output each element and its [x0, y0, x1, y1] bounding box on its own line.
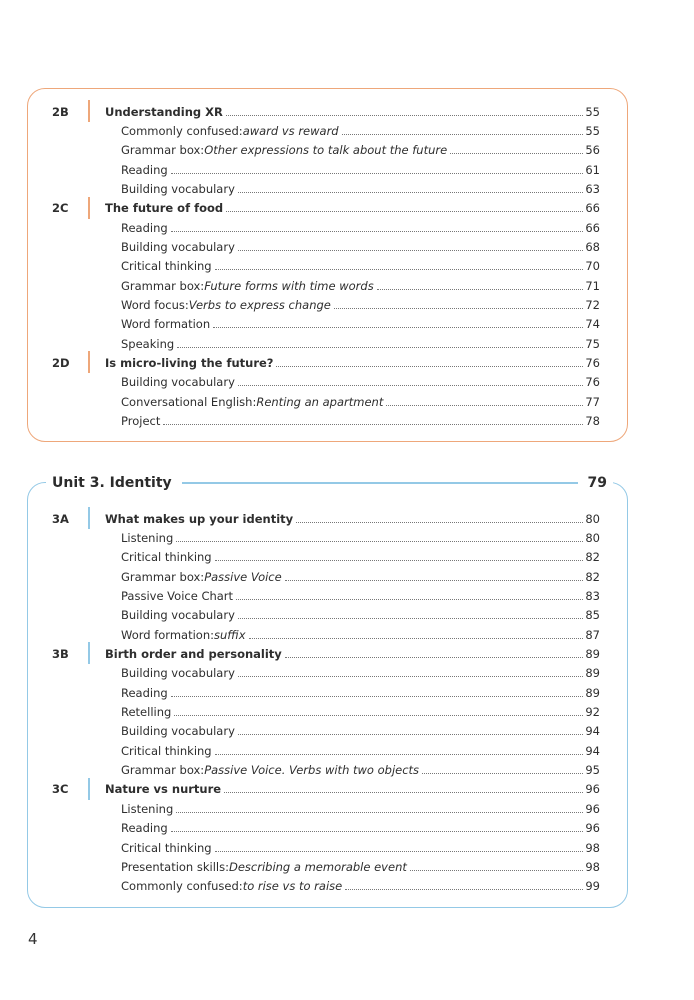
item-label-wrap — [121, 240, 584, 254]
section-divider — [88, 778, 90, 800]
toc-item-row[interactable] — [28, 315, 627, 334]
item-page: 89 — [585, 666, 600, 681]
toc-section-row[interactable] — [28, 780, 627, 799]
item-label-wrap — [121, 570, 584, 584]
toc-item-row[interactable] — [28, 838, 627, 857]
item-label[interactable]: Speaking — [121, 336, 175, 351]
unit-3-contents-box — [27, 475, 628, 908]
item-label-wrap — [121, 860, 584, 874]
leader-dots — [171, 230, 583, 232]
leader-dots — [285, 579, 583, 581]
leader-dots — [345, 888, 583, 890]
toc-item-row[interactable] — [28, 160, 627, 179]
item-page: 82 — [585, 550, 600, 565]
item-page: 77 — [585, 394, 600, 409]
item-label-wrap — [121, 163, 584, 177]
leader-dots — [377, 288, 583, 290]
item-page: 96 — [585, 821, 600, 836]
item-label-wrap — [121, 337, 584, 351]
section-divider — [88, 100, 90, 122]
section-code: 3A — [52, 511, 69, 526]
toc-item-row[interactable] — [28, 528, 627, 547]
item-label-wrap — [121, 221, 584, 235]
item-label-italic[interactable]: to rise vs to raise — [242, 879, 343, 894]
toc-item-row[interactable] — [28, 295, 627, 314]
leader-dots — [215, 850, 583, 852]
item-label[interactable]: Reading — [121, 685, 168, 700]
item-page: 75 — [585, 336, 600, 351]
unit-title[interactable]: Unit 3. Identity — [52, 475, 172, 491]
item-label[interactable]: Building vocabulary — [121, 182, 235, 197]
item-label[interactable]: Critical thinking — [121, 550, 212, 565]
item-label-wrap — [121, 763, 584, 777]
item-label[interactable]: Grammar box: — [121, 763, 205, 778]
item-page: 87 — [585, 627, 600, 642]
page-number: 4 — [28, 930, 38, 948]
toc-item-row[interactable] — [28, 741, 627, 760]
item-label-wrap — [121, 666, 584, 680]
item-page: 96 — [585, 801, 600, 816]
leader-dots — [296, 521, 583, 523]
item-label-italic[interactable]: Describing a memorable event — [228, 859, 407, 874]
section-title[interactable]: Nature vs nurture — [105, 782, 222, 797]
toc-item-row[interactable] — [28, 664, 627, 683]
toc-item-row[interactable] — [28, 683, 627, 702]
item-label[interactable]: Critical thinking — [121, 259, 212, 274]
toc-item-row[interactable] — [28, 141, 627, 160]
item-label-wrap — [121, 143, 584, 157]
toc-item-row[interactable] — [28, 237, 627, 256]
item-label-wrap — [121, 414, 584, 428]
item-label-italic[interactable]: Passive Voice — [204, 569, 282, 584]
item-label-italic[interactable]: Other expressions to talk about the future — [204, 143, 448, 158]
toc-item-row[interactable] — [28, 548, 627, 567]
item-label-wrap — [121, 531, 584, 545]
toc-item-row[interactable] — [28, 722, 627, 741]
item-label-wrap — [121, 879, 584, 893]
item-page: 74 — [585, 317, 600, 332]
section-page: 55 — [585, 104, 600, 119]
leader-dots — [285, 656, 583, 658]
item-page: 56 — [585, 143, 600, 158]
item-label[interactable]: Listening — [121, 801, 174, 816]
section-title[interactable]: Birth order and personality — [105, 647, 282, 662]
unit-page: 79 — [587, 475, 607, 491]
toc-section-row[interactable] — [28, 644, 627, 663]
section-code: 3C — [52, 782, 69, 797]
item-label[interactable]: Commonly confused: — [121, 879, 243, 894]
item-page: 63 — [585, 182, 600, 197]
leader-dots — [171, 172, 583, 174]
item-page: 95 — [585, 763, 600, 778]
leader-dots — [163, 423, 583, 425]
leader-dots — [177, 346, 583, 348]
toc-item-row[interactable] — [28, 760, 627, 779]
leader-dots — [410, 869, 583, 871]
unit-header — [46, 472, 613, 494]
item-label[interactable]: Conversational English: — [121, 394, 257, 409]
item-label[interactable]: Project — [121, 414, 161, 429]
item-label[interactable]: Retelling — [121, 705, 172, 720]
item-page: 78 — [585, 414, 600, 429]
section-divider — [88, 507, 90, 529]
item-label-wrap — [121, 802, 584, 816]
section-title-wrap — [105, 201, 584, 215]
item-label[interactable]: Word focus: — [121, 298, 189, 313]
leader-dots — [226, 114, 583, 116]
leader-dots — [238, 733, 583, 735]
item-label-italic[interactable]: Passive Voice. Verbs with two objects — [204, 763, 420, 778]
leader-dots — [213, 326, 583, 328]
item-page: 72 — [585, 298, 600, 313]
item-label-wrap — [121, 608, 584, 622]
item-label[interactable]: Reading — [121, 821, 168, 836]
item-label[interactable]: Grammar box: — [121, 143, 205, 158]
toc-item-row[interactable] — [28, 412, 627, 431]
leader-dots — [174, 714, 583, 716]
item-page: 83 — [585, 589, 600, 604]
toc-item-row[interactable] — [28, 373, 627, 392]
section-title-wrap — [105, 356, 584, 370]
item-page: 68 — [585, 240, 600, 255]
toc-section-row[interactable] — [28, 102, 627, 121]
item-label[interactable]: Presentation skills: — [121, 859, 229, 874]
leader-dots — [238, 384, 583, 386]
item-label[interactable]: Passive Voice Chart — [121, 589, 234, 604]
section-page: 89 — [585, 647, 600, 662]
toc-section-row[interactable] — [28, 509, 627, 528]
item-page: 55 — [585, 124, 600, 139]
item-label[interactable]: Word formation: — [121, 627, 214, 642]
item-label[interactable]: Commonly confused: — [121, 124, 243, 139]
item-page: 76 — [585, 375, 600, 390]
item-page: 70 — [585, 259, 600, 274]
section-code: 3B — [52, 647, 69, 662]
section-title[interactable]: Is micro-living the future? — [105, 356, 274, 371]
unit-header-rule — [182, 482, 578, 484]
section-divider — [88, 197, 90, 219]
leader-dots — [238, 675, 583, 677]
leader-dots — [171, 695, 583, 697]
section-page: 96 — [585, 782, 600, 797]
toc-item-row[interactable] — [28, 257, 627, 276]
item-label-wrap — [121, 589, 584, 603]
item-page: 82 — [585, 569, 600, 584]
leader-dots — [342, 133, 583, 135]
item-label-wrap — [121, 182, 584, 196]
leader-dots — [238, 617, 583, 619]
item-page: 66 — [585, 220, 600, 235]
item-label-italic[interactable]: Verbs to express change — [188, 298, 331, 313]
toc-item-row[interactable] — [28, 625, 627, 644]
item-label-wrap — [121, 686, 584, 700]
item-label[interactable]: Building vocabulary — [121, 240, 235, 255]
leader-dots — [276, 365, 583, 367]
item-page: 98 — [585, 859, 600, 874]
item-label-italic[interactable]: suffix — [213, 627, 246, 642]
item-label-wrap — [121, 279, 584, 293]
section-page: 80 — [585, 511, 600, 526]
leader-dots — [249, 637, 583, 639]
item-page: 71 — [585, 278, 600, 293]
item-label-wrap — [121, 395, 584, 409]
leader-dots — [386, 404, 583, 406]
section-code: 2C — [52, 201, 69, 216]
item-label[interactable]: Building vocabulary — [121, 375, 235, 390]
item-label[interactable]: Building vocabulary — [121, 724, 235, 739]
item-label-wrap — [121, 724, 584, 738]
item-label-wrap — [121, 259, 584, 273]
leader-dots — [171, 830, 583, 832]
section-title[interactable]: What makes up your identity — [105, 511, 294, 526]
item-page: 80 — [585, 531, 600, 546]
leader-dots — [238, 191, 583, 193]
leader-dots — [176, 540, 583, 542]
leader-dots — [236, 598, 583, 600]
leader-dots — [226, 210, 583, 212]
leader-dots — [215, 268, 583, 270]
item-page: 94 — [585, 743, 600, 758]
toc-item-row[interactable] — [28, 857, 627, 876]
item-label-wrap — [121, 550, 584, 564]
item-label-wrap — [121, 317, 584, 331]
item-label-wrap — [121, 628, 584, 642]
section-title-wrap — [105, 782, 584, 796]
item-page: 99 — [585, 879, 600, 894]
unit-2-contents-box — [27, 88, 628, 442]
leader-dots — [334, 307, 583, 309]
toc-item-row[interactable] — [28, 276, 627, 295]
item-label-italic[interactable]: Renting an apartment — [256, 394, 384, 409]
section-divider — [88, 642, 90, 664]
item-label-wrap — [121, 124, 584, 138]
item-label-italic[interactable]: Future forms with time words — [204, 278, 374, 293]
item-label[interactable]: Critical thinking — [121, 840, 212, 855]
item-page: 98 — [585, 840, 600, 855]
section-divider — [88, 351, 90, 373]
section-title-wrap — [105, 105, 584, 119]
leader-dots — [238, 249, 583, 251]
item-label-italic[interactable]: award vs reward — [242, 124, 339, 139]
section-page: 66 — [585, 201, 600, 216]
section-page: 76 — [585, 356, 600, 371]
section-code: 2B — [52, 104, 69, 119]
item-label[interactable]: Reading — [121, 162, 168, 177]
toc-item-row[interactable] — [28, 121, 627, 140]
item-label[interactable]: Building vocabulary — [121, 666, 235, 681]
toc-item-row[interactable] — [28, 799, 627, 818]
leader-dots — [224, 791, 583, 793]
leader-dots — [450, 152, 583, 154]
toc-item-row[interactable] — [28, 702, 627, 721]
leader-dots — [422, 772, 583, 774]
item-label[interactable]: Word formation — [121, 317, 211, 332]
item-label[interactable]: Grammar box: — [121, 278, 205, 293]
item-page: 94 — [585, 724, 600, 739]
item-label[interactable]: Grammar box: — [121, 569, 205, 584]
toc-item-row[interactable] — [28, 567, 627, 586]
section-title-wrap — [105, 512, 584, 526]
toc-section-row[interactable] — [28, 199, 627, 218]
toc-item-row[interactable] — [28, 392, 627, 411]
item-label-wrap — [121, 821, 584, 835]
section-title[interactable]: Understanding XR — [105, 104, 223, 119]
item-page: 85 — [585, 608, 600, 623]
item-page: 61 — [585, 162, 600, 177]
item-page: 89 — [585, 685, 600, 700]
toc-item-row[interactable] — [28, 877, 627, 896]
leader-dots — [215, 559, 583, 561]
toc-item-row[interactable] — [28, 819, 627, 838]
item-label-wrap — [121, 841, 584, 855]
item-label[interactable]: Critical thinking — [121, 743, 212, 758]
leader-dots — [215, 753, 583, 755]
section-code: 2D — [52, 356, 70, 371]
section-title-wrap — [105, 647, 584, 661]
toc-item-row[interactable] — [28, 606, 627, 625]
toc-item-row[interactable] — [28, 218, 627, 237]
item-label[interactable]: Reading — [121, 220, 168, 235]
toc-section-row[interactable] — [28, 353, 627, 372]
item-label[interactable]: Listening — [121, 531, 174, 546]
toc-item-row[interactable] — [28, 334, 627, 353]
section-title[interactable]: The future of food — [105, 201, 224, 216]
leader-dots — [176, 811, 583, 813]
item-page: 92 — [585, 705, 600, 720]
item-label-wrap — [121, 375, 584, 389]
item-label-wrap — [121, 705, 584, 719]
item-label[interactable]: Building vocabulary — [121, 608, 235, 623]
toc-item-row[interactable] — [28, 179, 627, 198]
toc-item-row[interactable] — [28, 586, 627, 605]
item-label-wrap — [121, 744, 584, 758]
item-label-wrap — [121, 298, 584, 312]
